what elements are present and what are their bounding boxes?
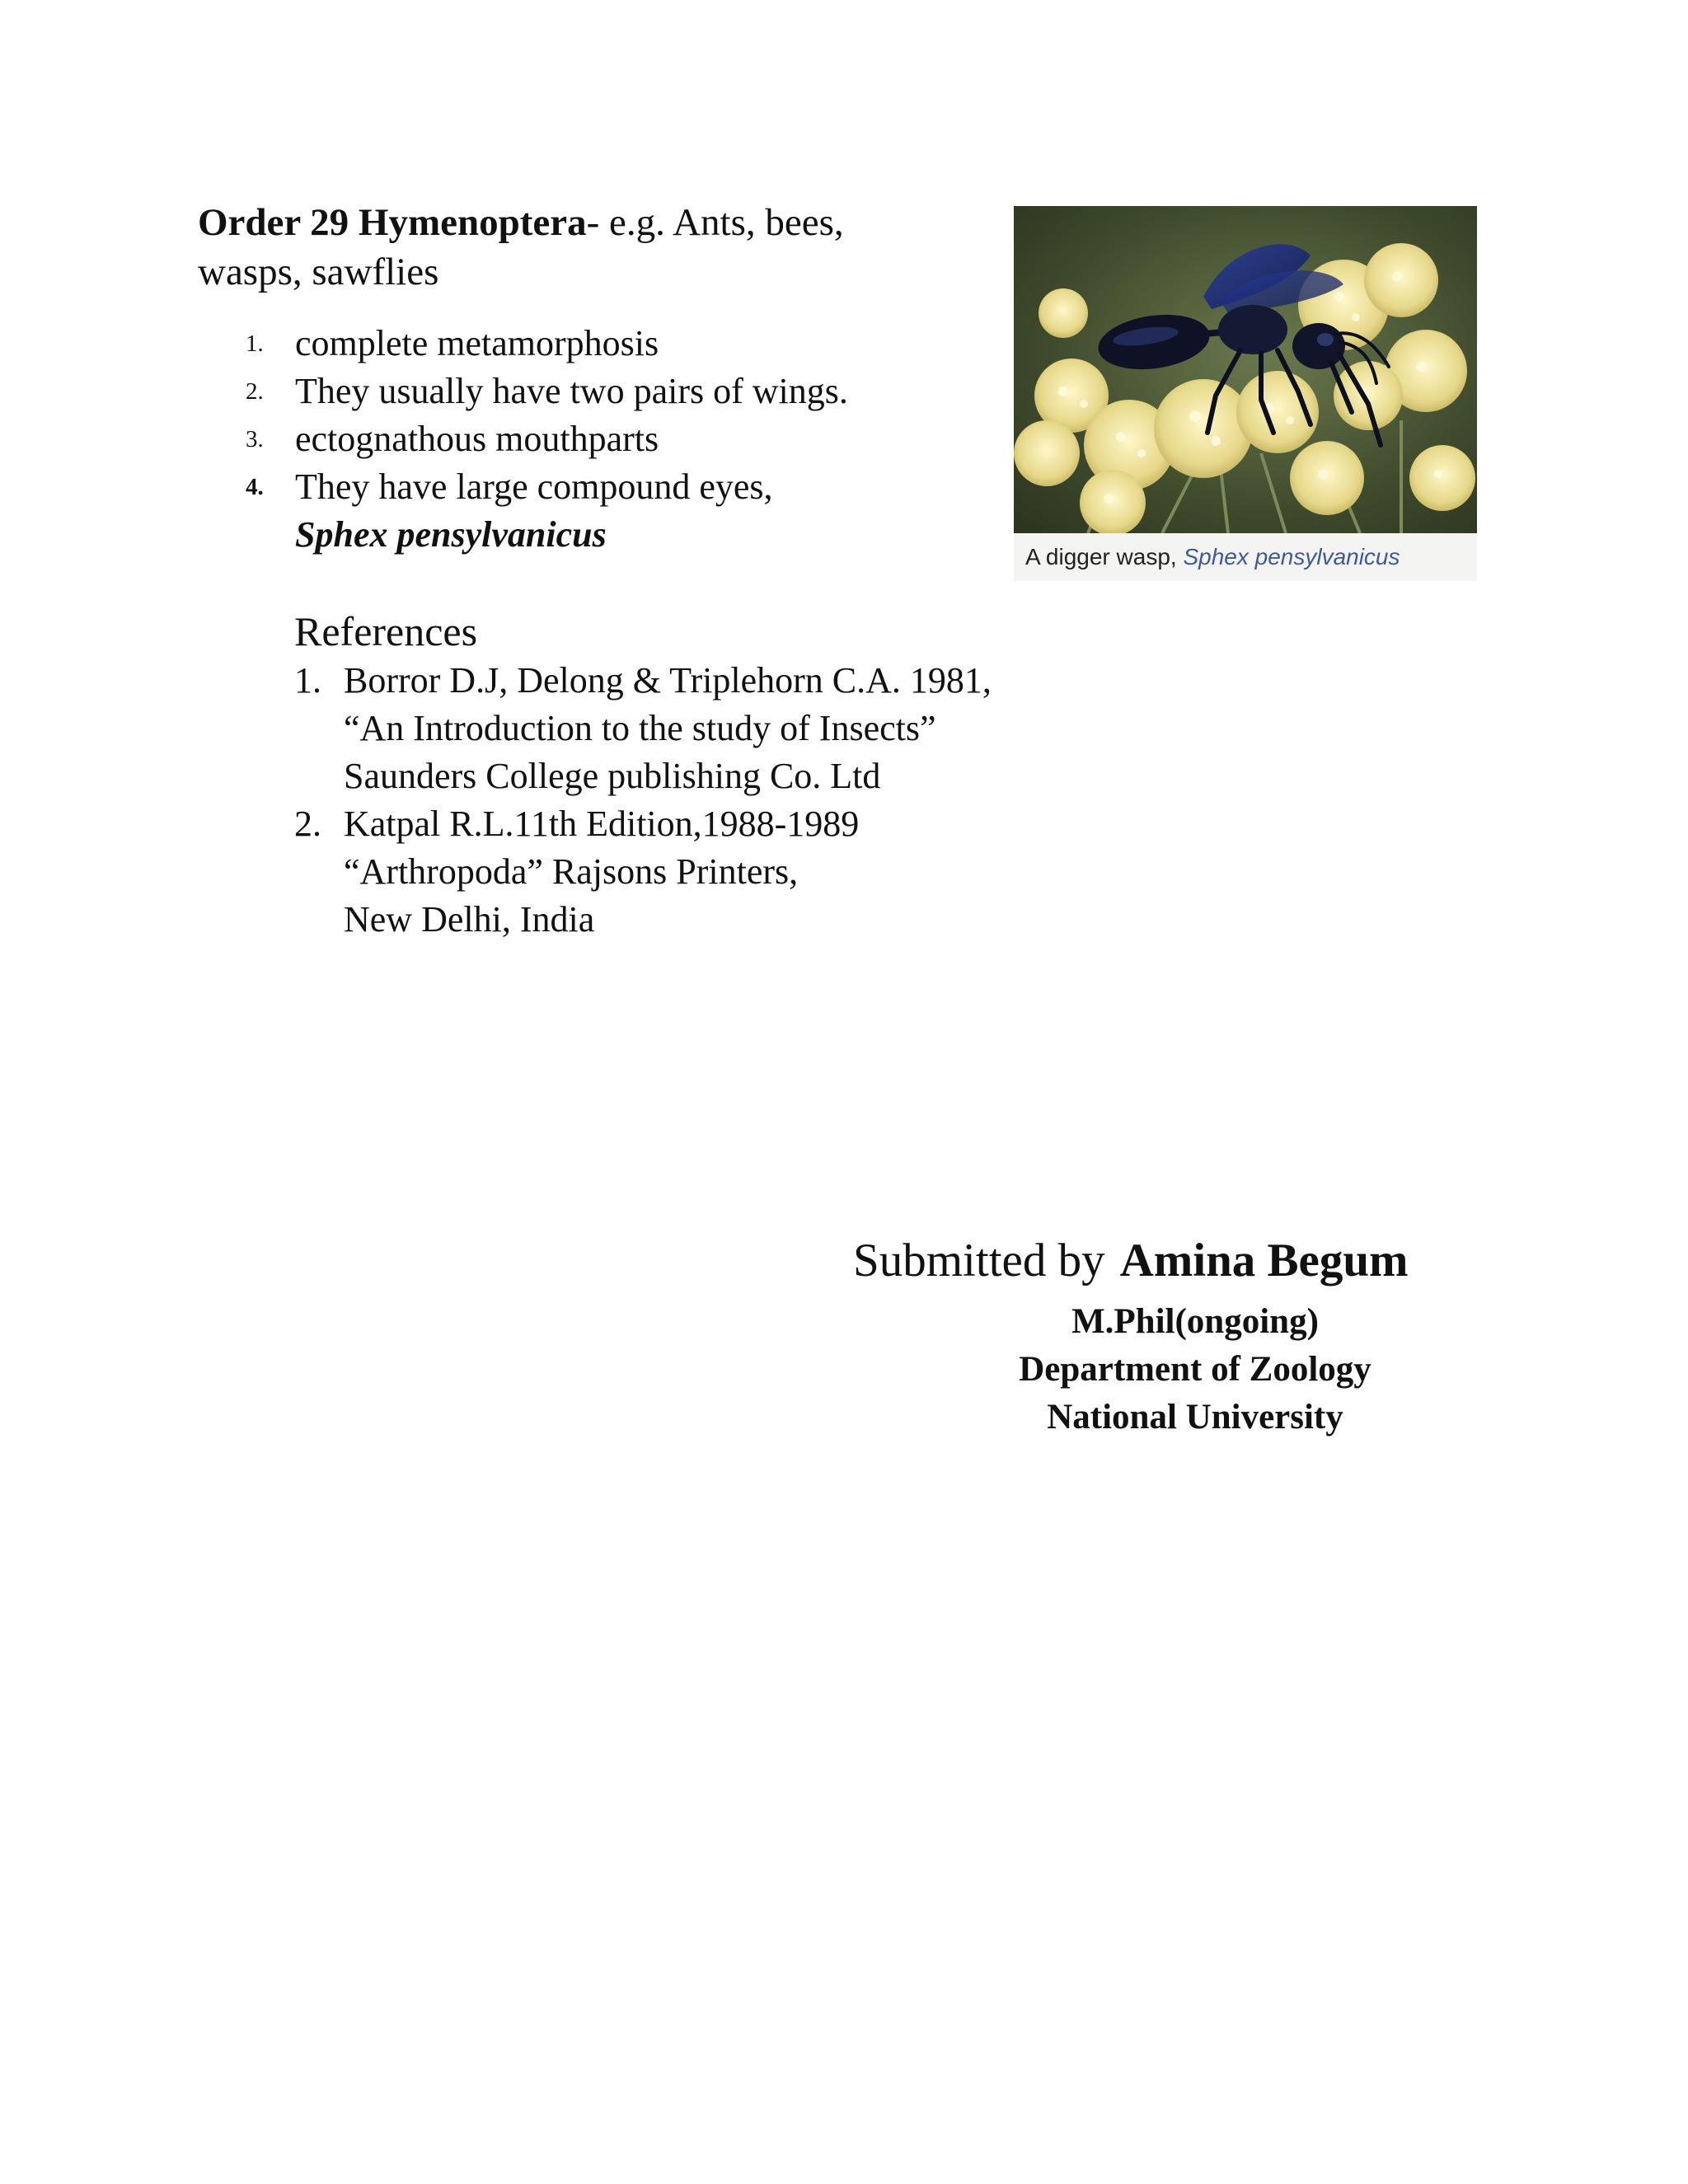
characteristic-text: They usually have two pairs of wings. (295, 371, 848, 411)
reference-line: New Delhi, India (344, 899, 595, 940)
author-department: Department of Zoology (1019, 1350, 1372, 1389)
order-title: Order 29 Hymenoptera (198, 201, 587, 244)
references-heading: References (294, 608, 478, 654)
characteristic-number: 3. (246, 426, 264, 452)
references-section (294, 606, 1118, 944)
species-name: Sphex pensylvanicus (295, 514, 607, 555)
reference-line: “Arthropoda” Rajsons Printers, (344, 851, 799, 892)
reference-number: 2. (294, 804, 321, 844)
characteristic-item (198, 368, 940, 415)
order-heading (198, 198, 956, 297)
caption-text: A digger wasp, (1025, 544, 1184, 569)
characteristic-item (198, 415, 940, 463)
characteristic-number: 2. (246, 378, 264, 405)
reference-line: Katpal R.L.11th Edition,1988-1989 (344, 804, 860, 844)
references-list (294, 657, 1118, 944)
reference-line: Saunders College publishing Co. Ltd (344, 756, 881, 796)
characteristic-text: They have large compound eyes, (295, 466, 773, 507)
characteristic-text: ectognathous mouthparts (295, 419, 659, 459)
figure-caption (1014, 533, 1477, 581)
reference-item (294, 657, 1118, 800)
submitted-by-line (853, 1232, 1512, 1290)
author-name: Amina Begum (1119, 1235, 1409, 1286)
caption-species-link[interactable]: Sphex pensylvanicus (1183, 544, 1400, 569)
reference-line: “An Introduction to the study of Insects” (344, 708, 936, 748)
author-degree: M.Phil(ongoing) (1071, 1302, 1319, 1341)
characteristic-item (198, 463, 940, 511)
characteristic-text: complete metamorphosis (295, 323, 659, 363)
characteristic-item (198, 320, 940, 368)
order-examples: - e.g. Ants, bees, wasps, sawflies (198, 201, 844, 293)
wasp-figure (1014, 206, 1477, 581)
reference-number: 1. (294, 660, 321, 701)
digger-wasp-photo (1014, 206, 1477, 533)
characteristic-number: 1. (246, 330, 264, 357)
author-university: National University (1047, 1398, 1343, 1436)
characteristic-number: 4. (246, 474, 264, 500)
submitted-by-label: Submitted by (853, 1235, 1105, 1286)
characteristics-list (198, 320, 940, 559)
reference-item (294, 800, 1118, 944)
reference-line: Borror D.J, Delong & Triplehorn C.A. 1981, (344, 660, 992, 701)
